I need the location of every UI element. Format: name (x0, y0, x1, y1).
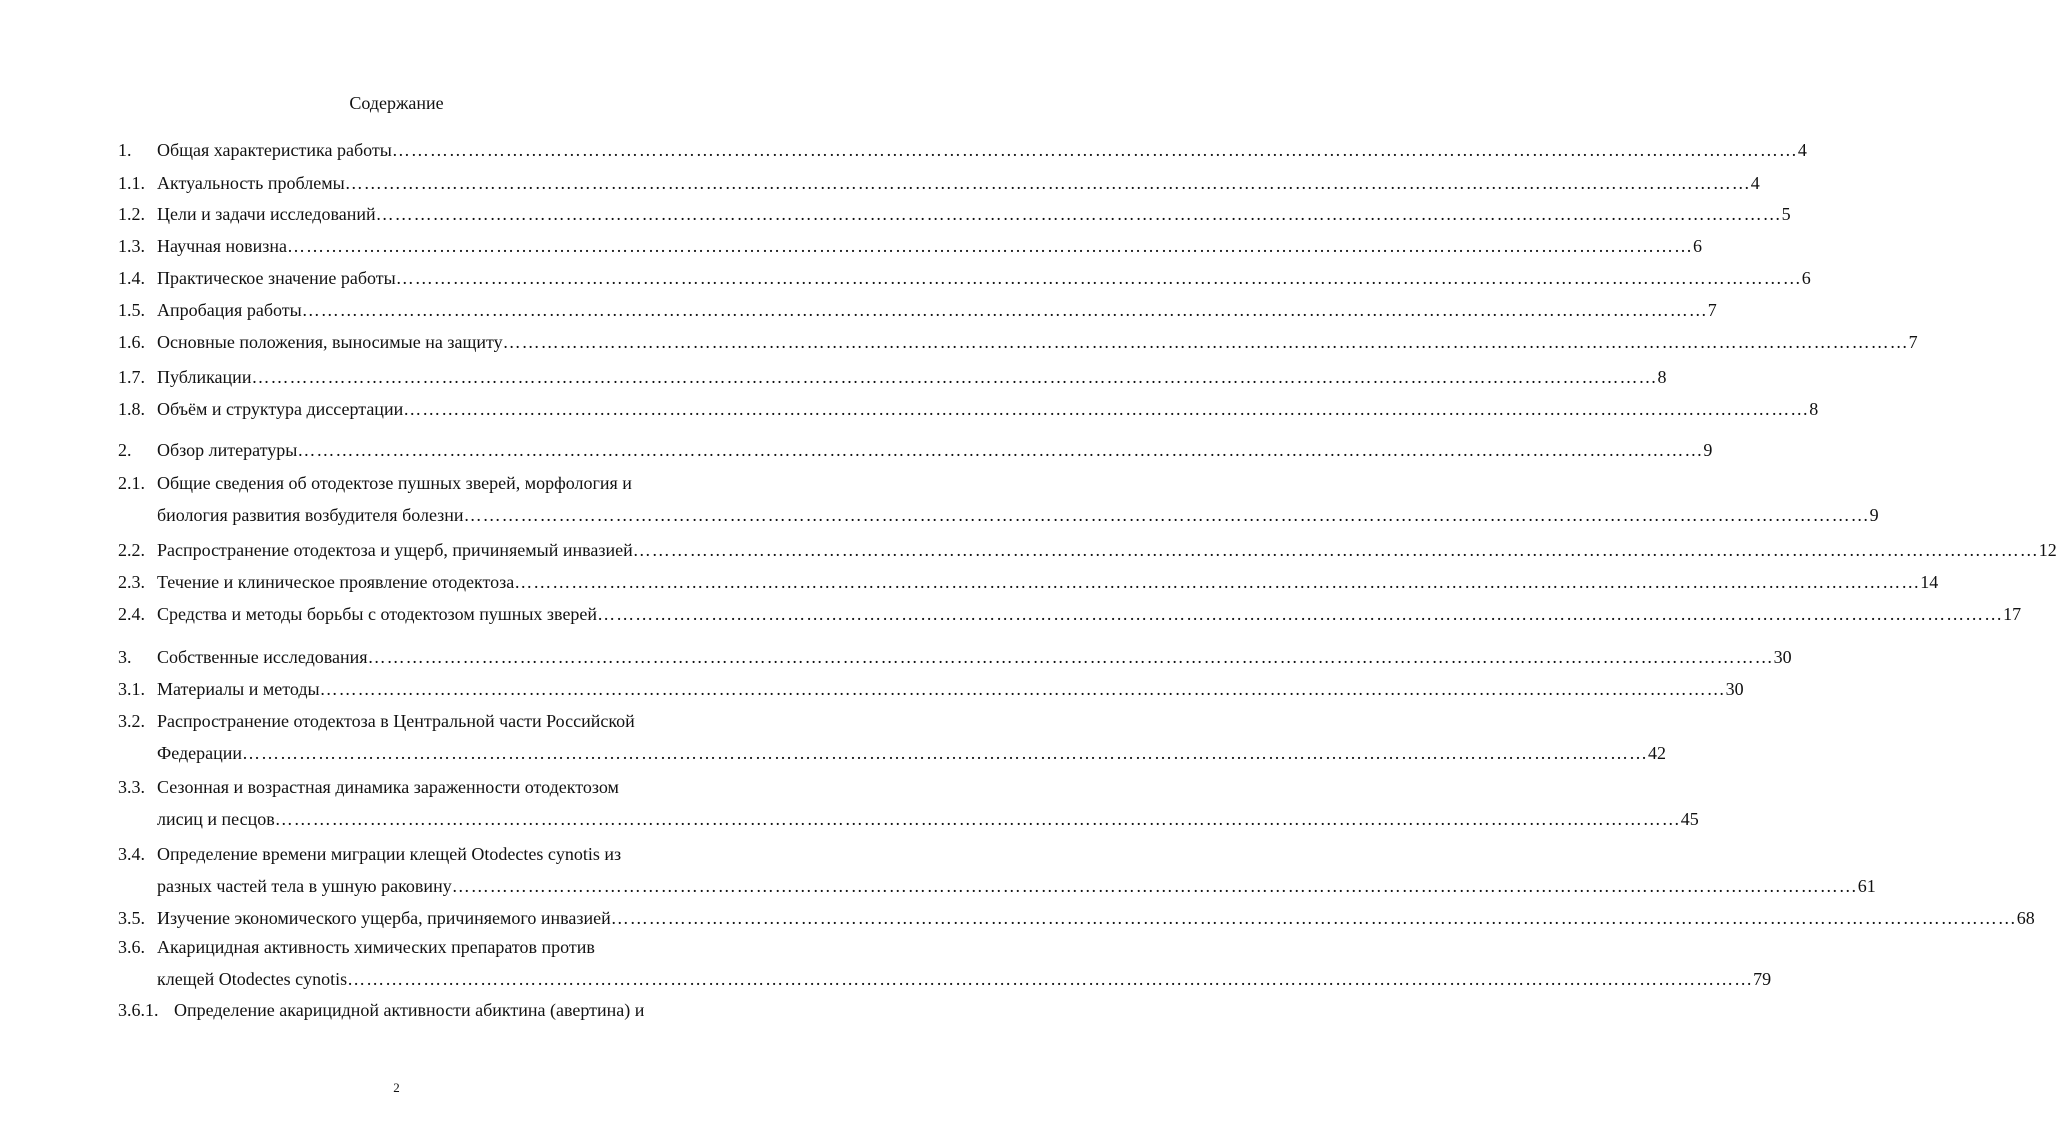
toc-entry-title: Общие сведения об отодектозе пушных зверей, морфология и (157, 473, 632, 493)
toc-entry-number: 3.6.1. (118, 1000, 159, 1020)
toc-entry-title: Определение акарицидной активности абиктина (авертина) и (174, 1000, 645, 1020)
toc-entry-number: 3.2. (118, 711, 145, 731)
toc-entry-title: Основные положения, выносимые на защиту (157, 332, 503, 352)
toc-entry-title: Апробация работы (157, 300, 302, 320)
toc-entry-number: 1.8. (118, 399, 145, 419)
toc-entry-title-continuation: клещей Otodectes cynotis (157, 969, 348, 989)
dot-leader: …………………………………………………………………………………………………………………………………………………………………………………………………… (287, 236, 1694, 256)
toc-entry-page: 9 (1869, 505, 1879, 525)
toc-entry-title: Актуальность проблемы (157, 173, 345, 193)
toc-entry (118, 907, 2035, 929)
toc-entry (118, 539, 2057, 561)
toc-entry (118, 603, 2022, 625)
toc-entry (118, 172, 1760, 194)
toc-entry-title: Обзор литературы (157, 440, 298, 460)
toc-entry-title: Определение времени миграции клещей Otodectes cynotis из (157, 844, 622, 864)
dot-leader: …………………………………………………………………………………………………………………………………………………………………………………………………… (375, 204, 1782, 224)
dot-leader: …………………………………………………………………………………………………………………………………………………………………………………………………… (632, 540, 2039, 560)
toc-entry-number: 3.6. (118, 937, 145, 957)
toc-entry-page: 4 (1750, 173, 1760, 193)
toc-entry (118, 331, 1918, 353)
toc-entry-page: 61 (1857, 876, 1876, 896)
toc-entry-number: 3.4. (118, 844, 145, 864)
toc-entry-title: Средства и методы борьбы с отодектозом пушных зверей (157, 604, 598, 624)
toc-entry-number: 1.3. (118, 236, 145, 256)
toc-entry-number: 2.4. (118, 604, 145, 624)
toc-entry-title: Собственные исследования (157, 647, 368, 667)
toc-entry-title: Акарицидная активность химических препаратов против (157, 937, 595, 957)
toc-entry (118, 235, 1703, 257)
toc-entry-page: 9 (1703, 440, 1713, 460)
dot-leader: …………………………………………………………………………………………………………………………………………………………………………………………………… (301, 300, 1708, 320)
toc-entry-number: 2. (118, 440, 132, 460)
toc-entry-page: 12 (2038, 540, 2057, 560)
toc-entry-page: 45 (1680, 809, 1699, 829)
toc-entry (118, 366, 1667, 388)
toc-entry-title: Научная новизна (157, 236, 288, 256)
toc-entry-page: 5 (1781, 204, 1791, 224)
dot-leader: …………………………………………………………………………………………………………………………………………………………………………………………………… (319, 679, 1726, 699)
toc-entry-number: 3. (118, 647, 132, 667)
toc-entry-number: 3.1. (118, 679, 145, 699)
toc-entry (118, 776, 1699, 830)
toc-entry-title: Общая характеристика работы (157, 140, 392, 160)
toc-entry-number: 2.3. (118, 572, 145, 592)
toc-entry-number: 1. (118, 140, 132, 160)
toc-entry-page: 7 (1908, 332, 1918, 352)
dot-leader: …………………………………………………………………………………………………………………………………………………………………………………………………… (597, 604, 2004, 624)
toc-entry-page: 6 (1693, 236, 1703, 256)
toc-entry (118, 710, 1667, 764)
dot-leader: …………………………………………………………………………………………………………………………………………………………………………………………………… (242, 743, 1649, 763)
toc-entry (118, 571, 1939, 593)
toc-entry (118, 267, 1811, 289)
dot-leader: …………………………………………………………………………………………………………………………………………………………………………………………………… (347, 969, 1754, 989)
dot-leader: …………………………………………………………………………………………………………………………………………………………………………………………………… (395, 268, 1802, 288)
toc-entry-title: Сезонная и возрастная динамика зараженности отодектозом (157, 777, 619, 797)
page-number: 2 (393, 1080, 400, 1095)
toc-entry-page: 14 (1920, 572, 1939, 592)
toc-entry-number: 1.7. (118, 367, 145, 387)
toc-title: Содержание (349, 93, 444, 113)
toc-entry (118, 139, 1807, 161)
toc-entry (118, 439, 1713, 461)
dot-leader: …………………………………………………………………………………………………………………………………………………………………………………………………… (403, 399, 1810, 419)
toc-entry-title: Цели и задачи исследований (157, 204, 376, 224)
toc-entry-page: 42 (1648, 743, 1667, 763)
toc-entry-number: 2.1. (118, 473, 145, 493)
toc-entry-number: 3.3. (118, 777, 145, 797)
toc-entry-page: 30 (1725, 679, 1744, 699)
toc-entry-title-continuation: лисиц и песцов (157, 809, 275, 829)
dot-leader: …………………………………………………………………………………………………………………………………………………………………………………………………… (610, 908, 2017, 928)
toc-entry (118, 472, 1879, 526)
toc-entry-page: 8 (1657, 367, 1667, 387)
toc-entry-title: Публикации (157, 367, 252, 387)
toc-entry-title: Объём и структура диссертации (157, 399, 404, 419)
toc-entry-number: 1.2. (118, 204, 145, 224)
toc-entry (118, 678, 1744, 700)
dot-leader: …………………………………………………………………………………………………………………………………………………………………………………………………… (274, 809, 1681, 829)
toc-entry-title: Распространение отодектоза в Центральной части Российской (157, 711, 635, 731)
dot-leader: …………………………………………………………………………………………………………………………………………………………………………………………………… (514, 572, 1921, 592)
toc-entry-title: Распространение отодектоза и ущерб, причиняемый инвазией (157, 540, 633, 560)
toc-entry-title-continuation: разных частей тела в ушную раковину (157, 876, 452, 896)
dot-leader: …………………………………………………………………………………………………………………………………………………………………………………………………… (391, 140, 1798, 160)
toc-entry-title: Течение и клиническое проявление отодектоза (157, 572, 515, 592)
dot-leader: …………………………………………………………………………………………………………………………………………………………………………………………………… (451, 876, 1858, 896)
toc-entry-page: 68 (2016, 908, 2035, 928)
toc-entry-number: 1.5. (118, 300, 145, 320)
toc-entry-number: 1.1. (118, 173, 145, 193)
toc-entry (118, 299, 1717, 321)
toc-entry (118, 203, 1791, 225)
toc-entry-number: 2.2. (118, 540, 145, 560)
dot-leader: …………………………………………………………………………………………………………………………………………………………………………………………………… (502, 332, 1909, 352)
dot-leader: …………………………………………………………………………………………………………………………………………………………………………………………………… (344, 173, 1751, 193)
toc-entry-title: Изучение экономического ущерба, причиняемого инвазией (157, 908, 611, 928)
toc-entry-title-continuation: Федерации (157, 743, 243, 763)
toc-entry-title: Практическое значение работы (157, 268, 396, 288)
toc-entry-page: 30 (1773, 647, 1792, 667)
toc-entry (118, 398, 1819, 420)
toc-entry (118, 843, 1876, 897)
dot-leader: …………………………………………………………………………………………………………………………………………………………………………………………………… (367, 647, 1774, 667)
dot-leader: …………………………………………………………………………………………………………………………………………………………………………………………………… (297, 440, 1704, 460)
toc-entry-page: 17 (2003, 604, 2022, 624)
toc-entry (118, 936, 1772, 990)
toc-entry (118, 646, 1792, 668)
toc-entry-number: 1.4. (118, 268, 145, 288)
toc-entry (118, 999, 739, 1021)
dot-leader: …………………………………………………………………………………………………………………………………………………………………………………………………… (251, 367, 1658, 387)
toc-entry-title: Материалы и методы (157, 679, 320, 699)
toc-entry-number: 3.5. (118, 908, 145, 928)
toc-entry-page: 8 (1809, 399, 1819, 419)
toc-entry-page: 6 (1801, 268, 1811, 288)
toc-entry-page: 4 (1797, 140, 1807, 160)
toc-entry-page: 7 (1707, 300, 1717, 320)
toc-entry-title-continuation: биология развития возбудителя болезни (157, 505, 464, 525)
toc-entry-page: 79 (1753, 969, 1772, 989)
toc-entry-number: 1.6. (118, 332, 145, 352)
dot-leader: …………………………………………………………………………………………………………………………………………………………………………………………………… (463, 505, 1870, 525)
